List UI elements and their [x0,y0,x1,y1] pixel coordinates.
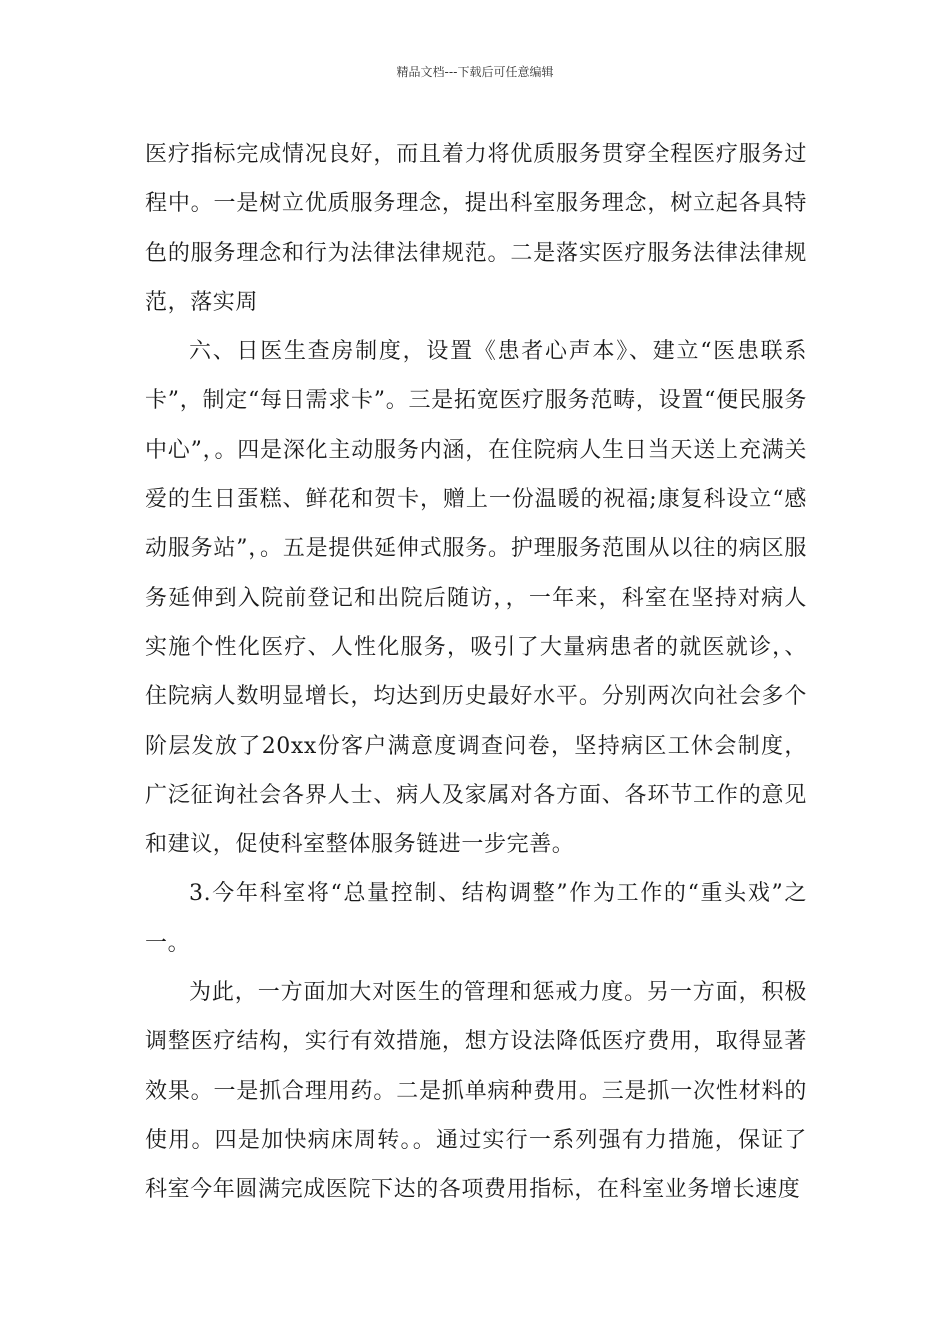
paragraph-2: 六、日医生查房制度，设置《患者心声本》、建立“医患联系卡”，制定“每日需求卡”。三是拓宽医疗服务范畴，设置“便民服务中心”，。四是深化主动服务内涵，在住院病人生日当天送上充满关爱的生日蛋糕、鲜花和贺卡，赠上一份温暖的祝福;康复科设立“感动服务站”，。五是提供延伸式服务。护理服务范围从以往的病区服务延伸到入院前登记和出院后随访，，一年来，科室在坚持对病人实施个性化医疗、人性化服务，吸引了大量病患者的就医就诊，、住院病人数明显增长，均达到历史最好水平。分别两次向社会多个阶层发放了20xx份客户满意度调查问卷，坚持病区工休会制度，广泛征询社会各界人士、病人及家属对各方面、各环节工作的意见和建议，促使科室整体服务链进一步完善。 [145,339,807,858]
page-header: 精品文档---下载后可任意编辑 [396,65,554,79]
paragraph-3: 3.今年科室将“总量控制、结构调整”作为工作的“重头戏”之一。 [145,881,807,956]
paragraph-4: 为此，一方面加大对医生的管理和惩戒力度。另一方面，积极调整医疗结构，实行有效措施，想方设法降低医疗费用，取得显著效果。一是抓合理用药。二是抓单病种费用。三是抓一次性材料的使用。四是加快病床周转。。通过实行一系列强有力措施，保证了科室今年圆满完成医院下达的各项费用指标，在科室业务增长速度 [145,980,807,1203]
document-body [145,130,807,1215]
paragraph-1: 医疗指标完成情况良好，而且着力将优质服务贯穿全程医疗服务过程中。一是树立优质服务理念，提出科室服务理念，树立起各具特色的服务理念和行为法律法律规范。二是落实医疗服务法律法律规范，落实周 [145,142,807,315]
